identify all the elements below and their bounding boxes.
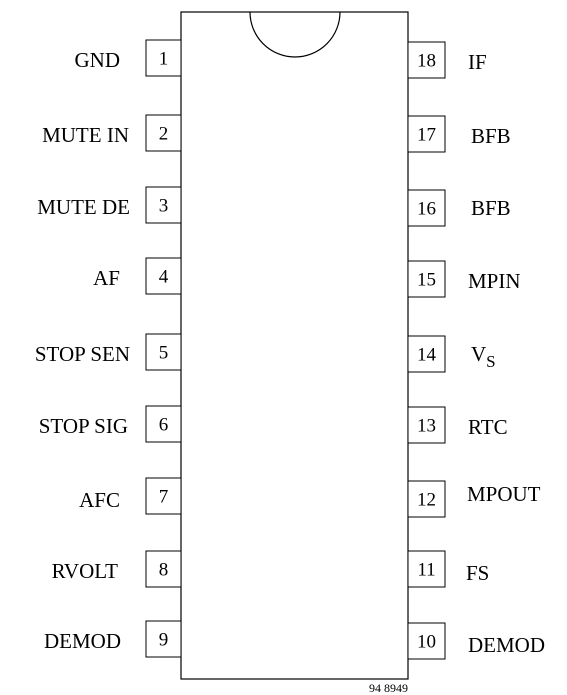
pin-number: 4: [158, 266, 169, 288]
pin-label: GND: [74, 48, 120, 72]
pin-14: [408, 336, 496, 372]
pin-3: [37, 187, 181, 223]
pin-label: RTC: [468, 415, 508, 439]
pin-number: 8: [158, 559, 169, 581]
pin-label: MUTE DE: [37, 195, 130, 219]
pin-label: BFB: [471, 196, 511, 220]
pin-16: [408, 190, 511, 226]
pin-label: DEMOD: [468, 633, 545, 657]
pin-number: 9: [158, 629, 169, 651]
pin-1: [75, 40, 182, 76]
pin-number: 11: [417, 559, 436, 581]
pin-number: 15: [417, 269, 436, 291]
pin-label: MPOUT: [467, 482, 541, 506]
pin-label: [471, 342, 496, 371]
pin-9: [44, 621, 181, 657]
pin-12: [408, 481, 541, 517]
pin-label: RVOLT: [51, 559, 118, 583]
orientation-notch: [250, 12, 340, 57]
pin-number: 3: [158, 195, 169, 217]
pin-label: FS: [466, 561, 490, 585]
pin-label: STOP SEN: [34, 342, 130, 366]
pin-number: 6: [158, 414, 169, 436]
pin-number: 13: [417, 415, 436, 437]
pin-label: MUTE IN: [42, 123, 129, 147]
pin-label: STOP SIG: [38, 414, 128, 438]
pin-number: 10: [417, 631, 436, 653]
pin-number: 2: [158, 123, 169, 145]
pin-13: [408, 407, 508, 443]
pin-2: [42, 115, 181, 151]
figure-id: 94 8949: [369, 681, 408, 695]
pin-label: DEMOD: [44, 629, 121, 653]
pin-label: IF: [468, 50, 487, 74]
pin-label: AFC: [79, 488, 120, 512]
pin-number: 12: [417, 489, 436, 511]
pin-number: 14: [417, 344, 436, 366]
pin-4: [93, 258, 181, 294]
pin-15: [408, 261, 521, 297]
pin-number: 16: [417, 198, 436, 220]
left-pin-column: [35, 40, 181, 657]
pin-6: [39, 406, 181, 442]
pin-label: AF: [93, 266, 120, 290]
pin-number: 17: [417, 124, 436, 146]
right-pin-column: [408, 42, 545, 659]
pin-10: [408, 623, 545, 659]
pin-11: [408, 551, 489, 587]
pin-label-main: V: [471, 342, 487, 366]
pin-number: 5: [158, 342, 169, 364]
pin-8: [52, 551, 181, 587]
pin-18: [408, 42, 487, 78]
pin-number: 7: [158, 486, 169, 508]
pin-label-subscript: S: [486, 352, 496, 371]
pin-number: 1: [158, 48, 169, 70]
pin-5: [35, 334, 181, 370]
pin-17: [408, 116, 511, 152]
pin-label: BFB: [471, 124, 511, 148]
pin-label: MPIN: [468, 269, 521, 293]
chip-body: [181, 12, 408, 679]
pin-number: 18: [417, 50, 436, 72]
pin-7: [79, 478, 181, 514]
